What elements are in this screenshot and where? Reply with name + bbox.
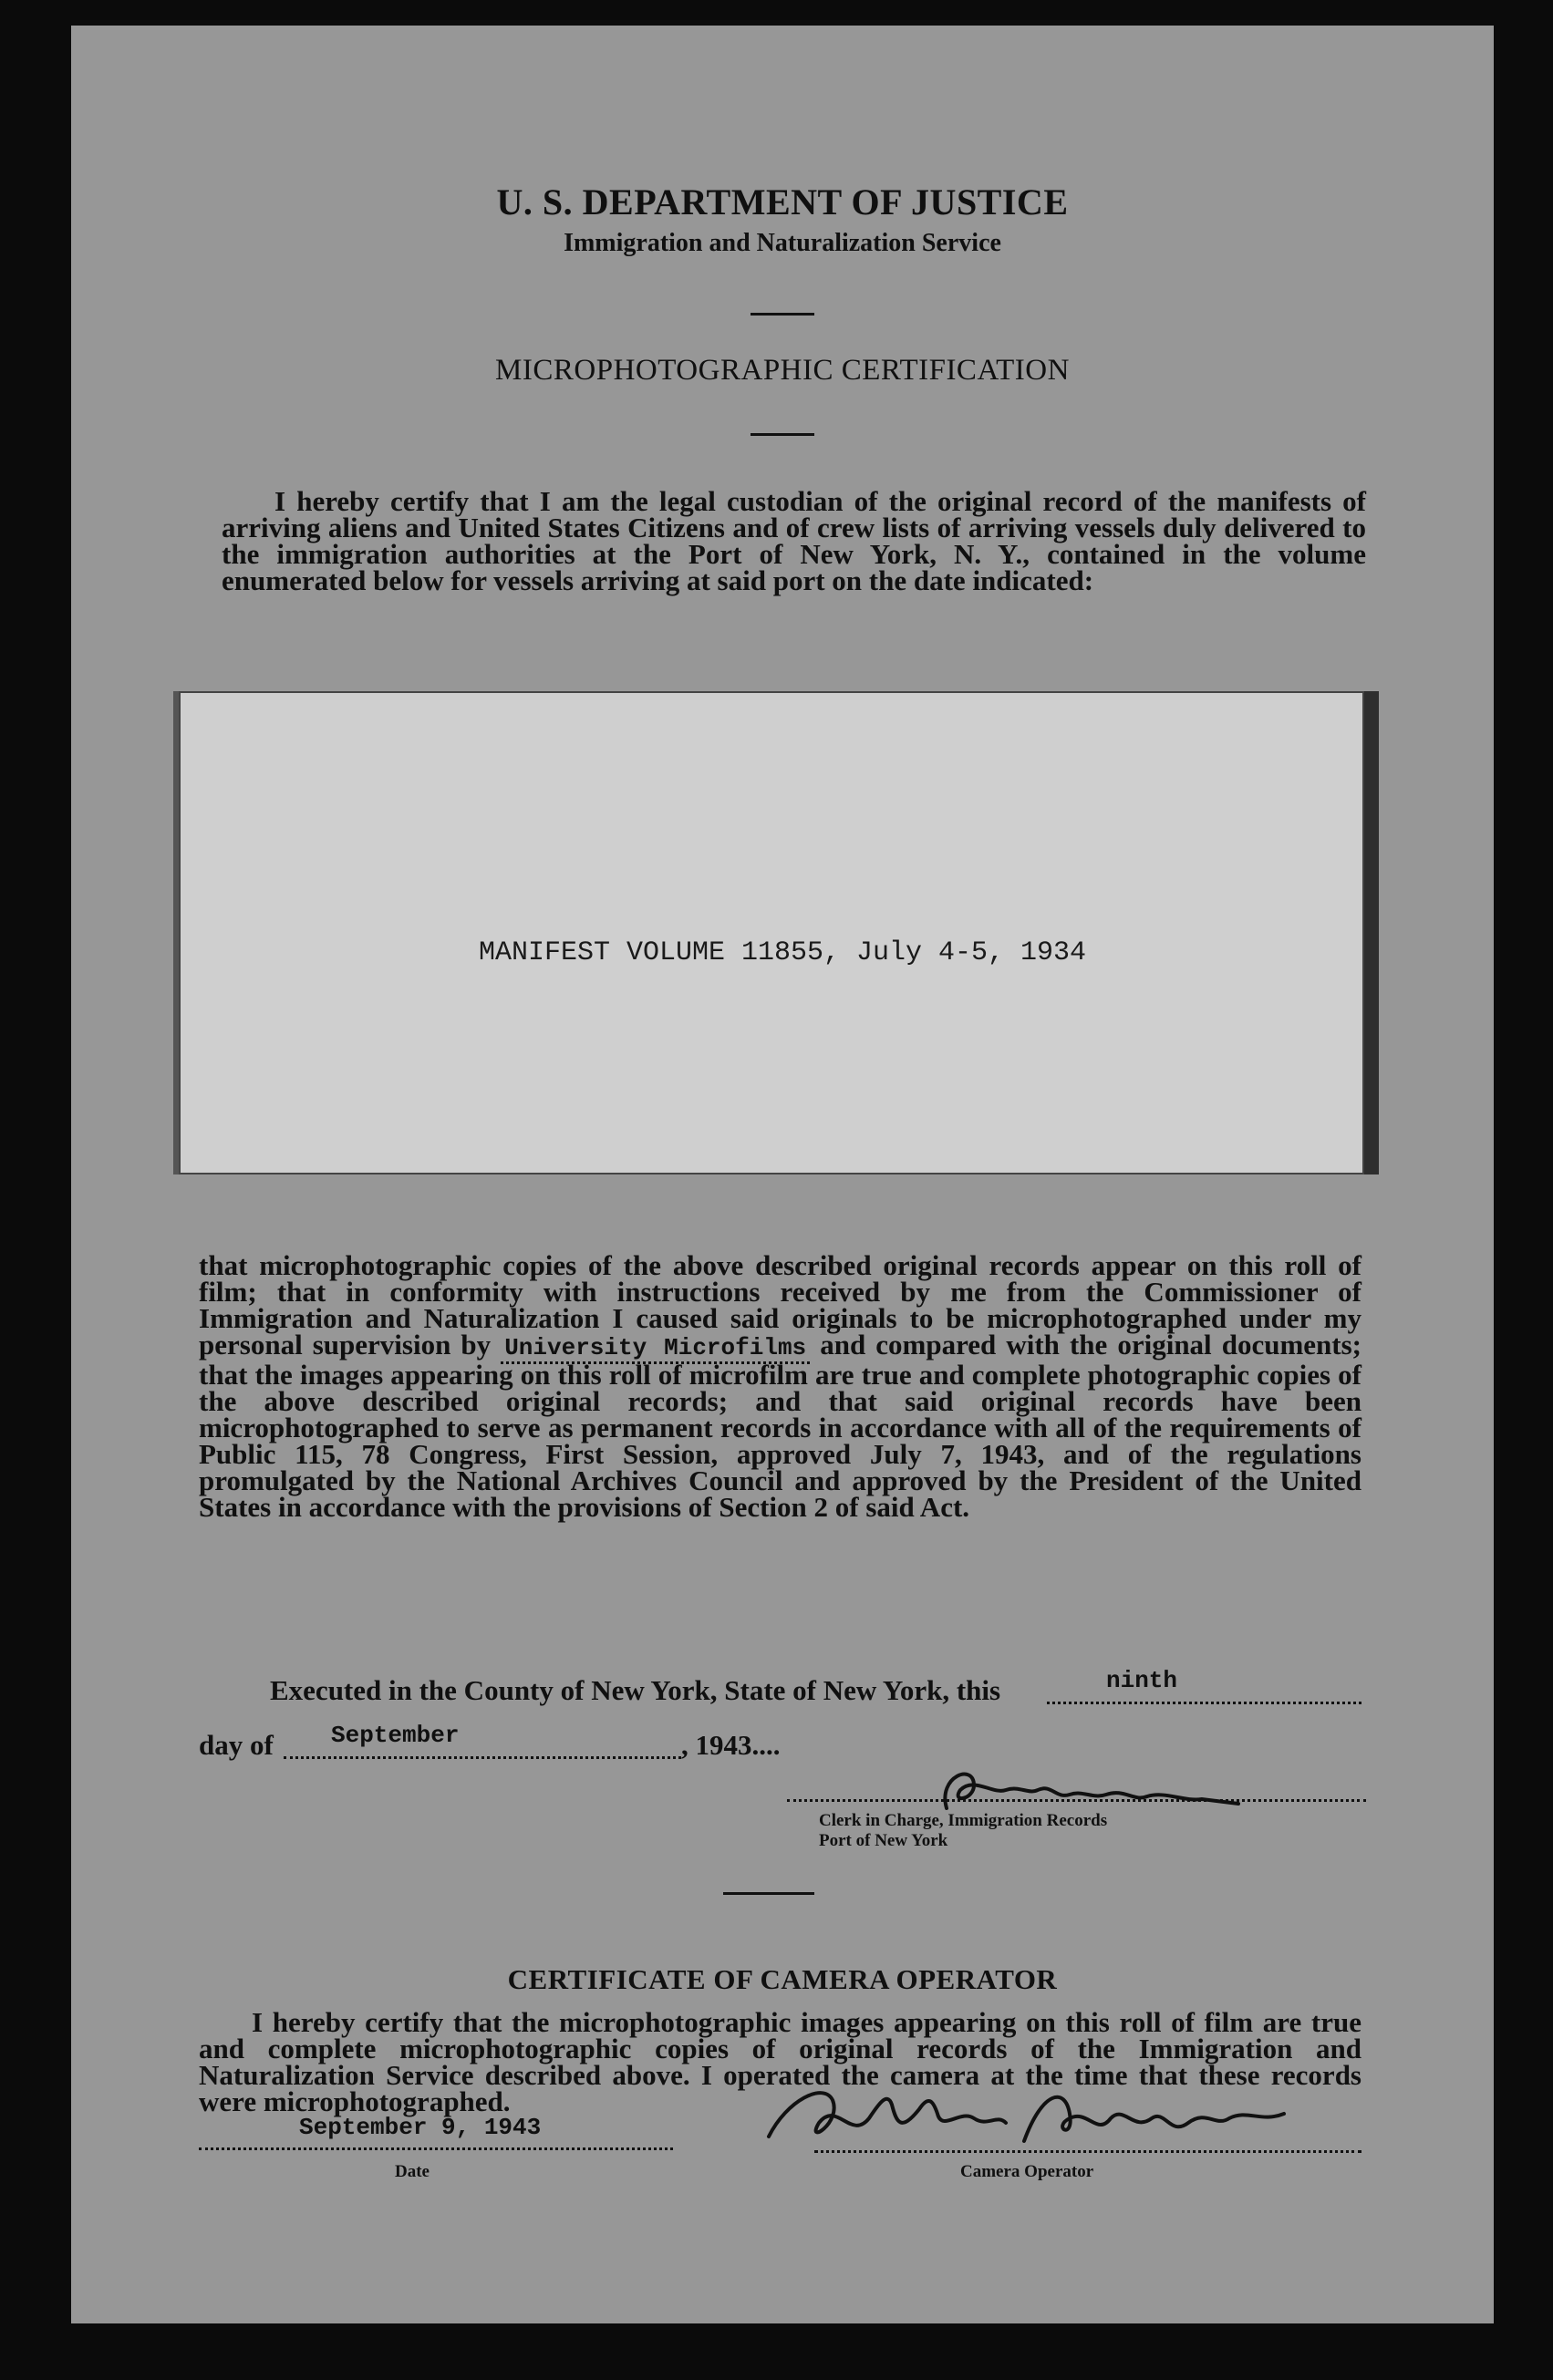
year-digit: 3 bbox=[738, 1729, 752, 1761]
execution-text: Executed in the County of New York, State of New York, this bbox=[270, 1674, 1001, 1706]
camera-certificate-body: I hereby certify that the microphotographic images appearing on this roll of film are true and complete microphotographic copies of original records of the Immigration and Naturalization Service described above. I operated the camera at the time that these records were microphotographed. bbox=[199, 2006, 1361, 2117]
certification-title: MICROPHOTOGRAPHIC CERTIFICATION bbox=[495, 354, 1070, 387]
camera-operator-line bbox=[814, 2150, 1361, 2153]
clerk-title-line1: Clerk in Charge, Immigration Records bbox=[819, 1811, 1108, 1830]
day-of-label: day of bbox=[199, 1729, 274, 1761]
execution-day: ninth bbox=[1106, 1667, 1178, 1694]
camera-date-value: September 9, 1943 bbox=[299, 2114, 542, 2141]
service-subheading: Immigration and Naturalization Service bbox=[564, 229, 1001, 257]
execution-month: September bbox=[331, 1722, 460, 1749]
date-label: Date bbox=[395, 2162, 430, 2181]
intro-text: I hereby certify that I am the legal custodian of the original record of the manifests of arriving aliens and United States Citizens and of crew lists of arriving vessels duly delivered to the immigration authorities at the Port of New York, N. Y., contained in the volume enumerated below for vessels arriving at said port on the date indicated: bbox=[222, 485, 1366, 596]
body-text-part1: that microphotographic copies of the above described original records appear on this roll of film; that in conformity with instructions received by me from the Commissioner of Immigration and Naturalization I caused said originals to be microphotographed under my personal supervision by bbox=[199, 1249, 1361, 1361]
manifest-volume-label: MANIFEST VOLUME 11855, July 4-5, 1934 bbox=[478, 937, 1087, 968]
clerk-title bbox=[819, 1811, 1107, 1851]
clerk-title-line2: Port of New York bbox=[819, 1831, 948, 1850]
certification-body bbox=[199, 1249, 1362, 1523]
volume-label-card bbox=[173, 691, 1379, 1174]
certificate-sheet bbox=[71, 26, 1494, 2323]
year-prefix: , 194 bbox=[681, 1729, 738, 1761]
day-line bbox=[1047, 1674, 1361, 1704]
body-text-part2: and compared with the original documents; that the images appearing on this roll of microfilm are true and complete photographic copies of the above described original records; and that said original records have been microphotographed to serve as permanent records in accordance with all of the requirements of Public 115, 78 Congress, First Session, approved July 7, 1943, and of the regulations promulgated by the National Archives Council and approved by the President of the United States in accordance with the provisions of Section 2 of said Act. bbox=[199, 1329, 1362, 1523]
camera-certificate-title: CERTIFICATE OF CAMERA OPERATOR bbox=[507, 1963, 1058, 1995]
divider bbox=[751, 313, 814, 316]
year-label: , 1943.... bbox=[681, 1729, 781, 1761]
photographer-name: University Microfilms bbox=[501, 1334, 810, 1364]
divider bbox=[723, 1892, 814, 1895]
camera-operator-label: Camera Operator bbox=[960, 2162, 1094, 2181]
intro-paragraph bbox=[222, 485, 1366, 596]
divider bbox=[751, 433, 814, 436]
clerk-signature-line bbox=[787, 1799, 1366, 1802]
department-heading: U. S. DEPARTMENT OF JUSTICE bbox=[496, 181, 1069, 222]
